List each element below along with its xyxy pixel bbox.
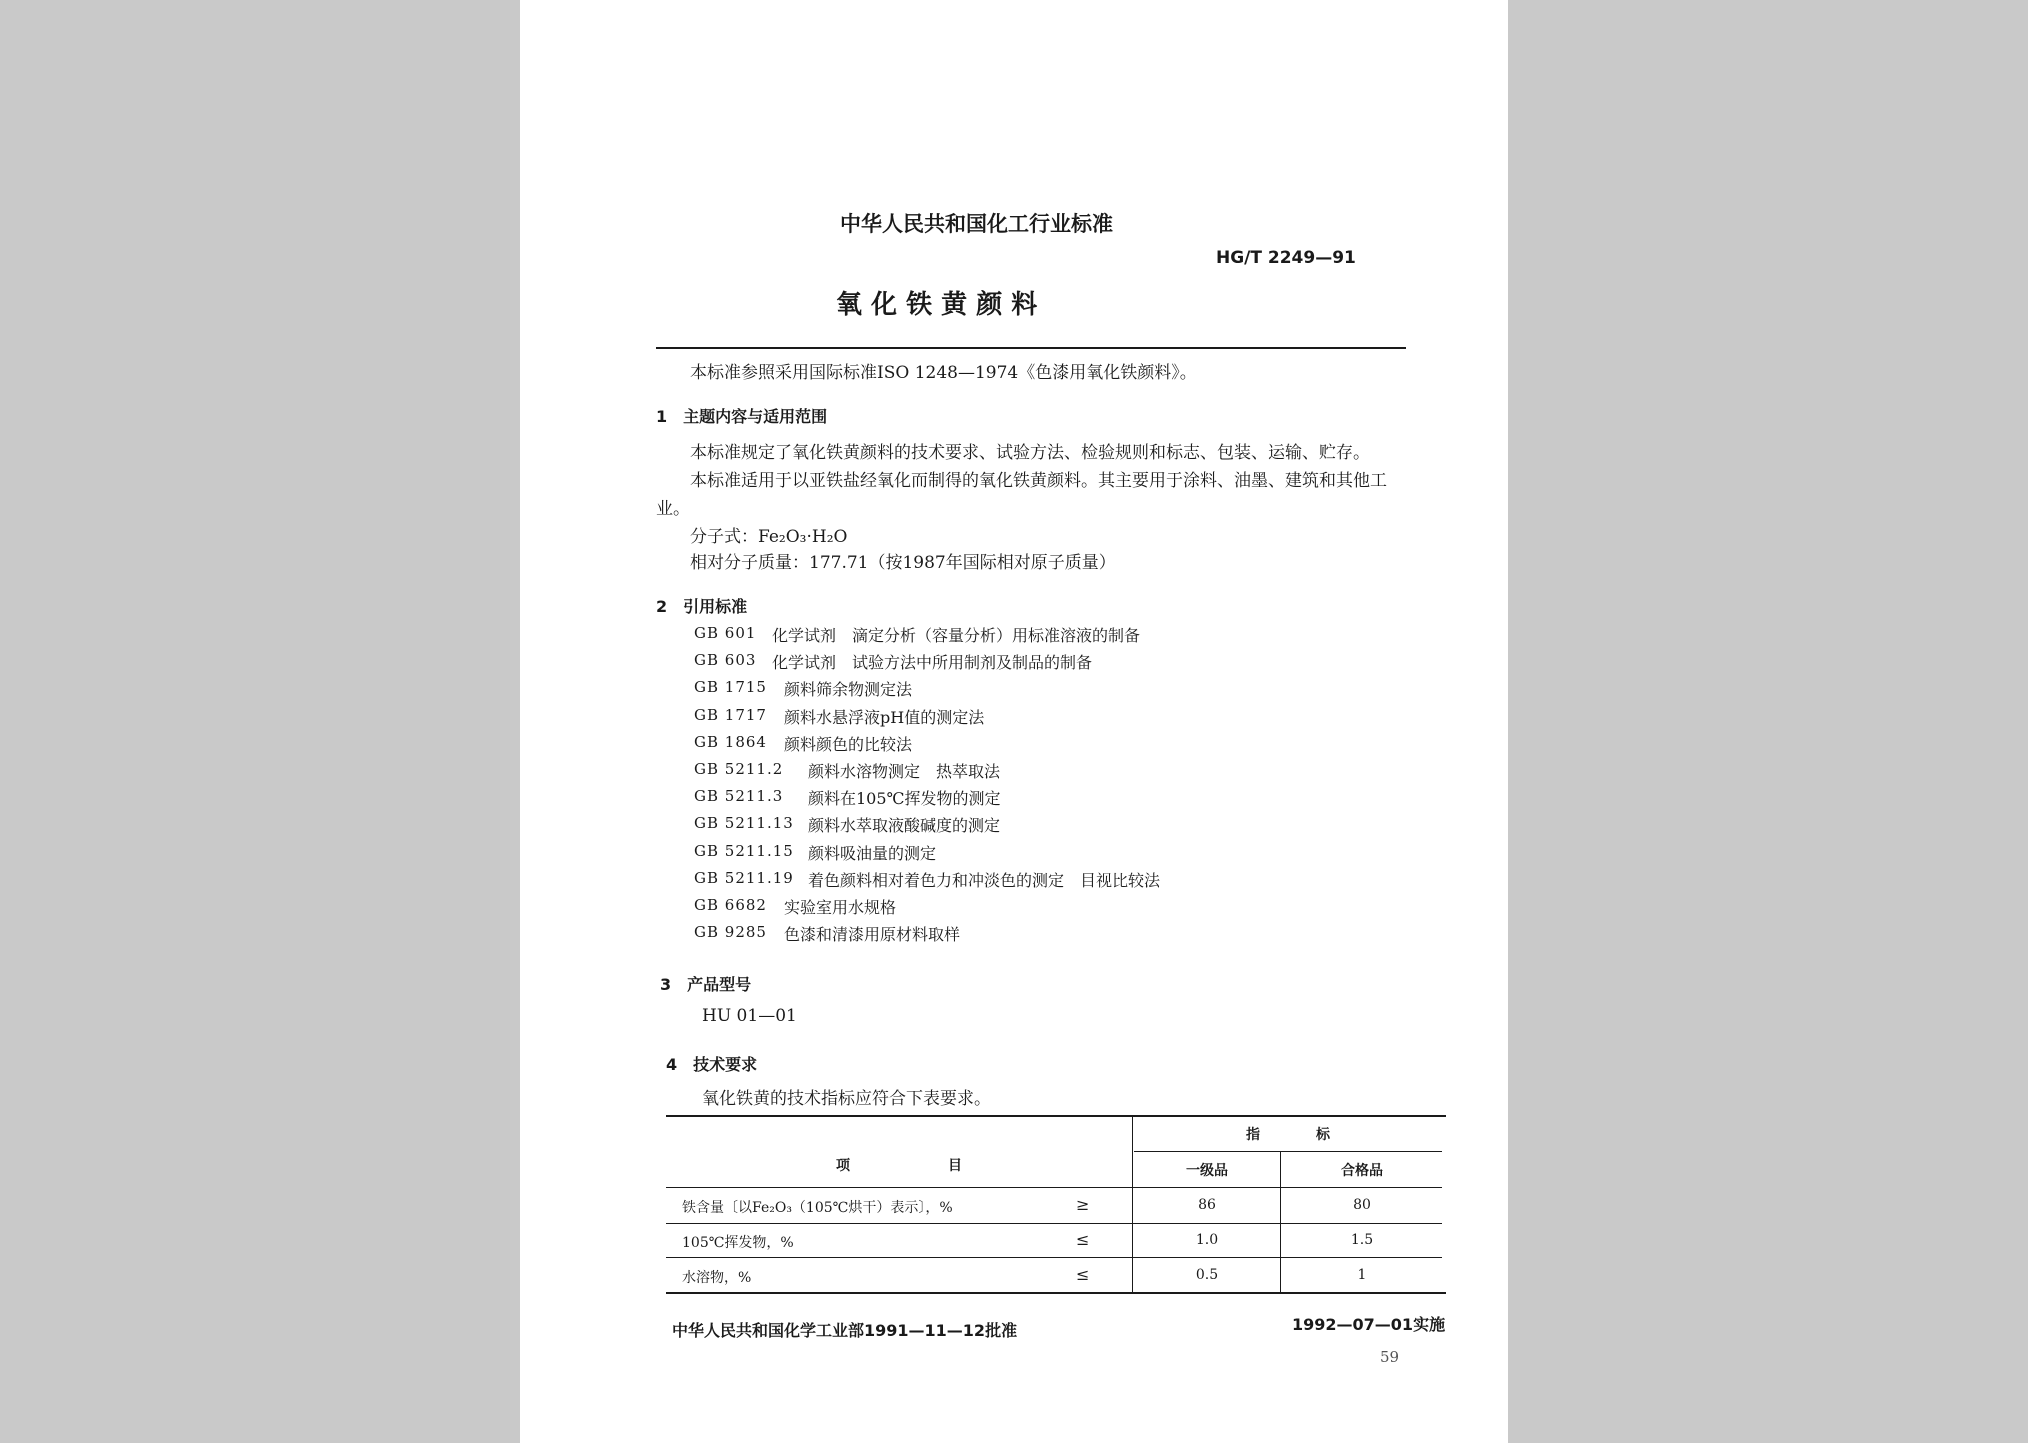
page-title: 氧 化 铁 黄 颜 料 (836, 290, 1038, 320)
reference-title: 颜料吸油量的测定 (808, 843, 937, 863)
reference-title: 颜料在105℃挥发物的测定 (808, 789, 1001, 809)
table-cell-grade2: 1 (1357, 1267, 1367, 1283)
section1-paragraph2-cont: 业。 (656, 499, 690, 519)
reference-title: 色漆和清漆用原材料取样 (784, 925, 961, 945)
table-cell-operator: ≤ (1076, 1265, 1090, 1284)
reference-code: GB 6682 (694, 896, 767, 914)
table-cell-operator: ≥ (1076, 1195, 1090, 1214)
table-subheader-rule (1134, 1151, 1442, 1152)
standard-code: HG/T 2249—91 (1216, 248, 1356, 268)
reference-title: 化学试剂 滴定分析（容量分析）用标准溶液的制备 (772, 626, 1141, 645)
intro-text: 本标准参照采用国际标准ISO 1248—1974《色漆用氧化铁颜料》。 (690, 363, 1197, 383)
reference-code: GB 1864 (694, 732, 767, 751)
section3-heading: 3 产品型号 (660, 975, 752, 994)
table-header-rule (666, 1187, 1442, 1188)
table-cell-grade1: 1.0 (1195, 1232, 1219, 1248)
reference-code: GB 5211.3 (694, 787, 784, 806)
reference-code: GB 1717 (694, 705, 767, 724)
reference-title: 颜料筛余物测定法 (784, 680, 913, 700)
section1-paragraph2: 本标准适用于以亚铁盐经氧化而制得的氧化铁黄颜料。其主要用于涂料、油墨、建筑和其他工 (690, 471, 1387, 491)
reference-title: 颜料水萃取液酸碱度的测定 (808, 816, 1001, 836)
issuer: 中华人民共和国化工行业标准 (840, 212, 1113, 236)
section4-heading: 4 技术要求 (666, 1055, 758, 1074)
reference-code: GB 601 (694, 624, 757, 642)
section2-heading: 2 引用标准 (656, 597, 748, 616)
table-cell-grade2: 80 (1353, 1197, 1371, 1213)
table-cell-item: 铁含量〔以Fe₂O₃（105℃烘干）表示〕，% (682, 1200, 953, 1216)
reference-title: 颜料水溶物测定 热萃取法 (808, 762, 1001, 781)
table-cell-item: 水溶物，% (682, 1270, 752, 1286)
table-cell-grade2: 1.5 (1350, 1232, 1374, 1248)
reference-title: 着色颜料相对着色力和冲淡色的测定 目视比较法 (808, 870, 1161, 890)
table-header-grade2: 合格品 (1341, 1163, 1383, 1179)
table-col-divider (1280, 1152, 1281, 1292)
reference-title: 化学试剂 试验方法中所用制剂及制品的制备 (772, 653, 1093, 673)
reference-title: 实验室用水规格 (784, 898, 897, 917)
section1-paragraph1: 本标准规定了氧化铁黄颜料的技术要求、试验方法、检验规则和标志、包装、运输、贮存。 (690, 443, 1370, 463)
reference-title: 颜料颜色的比较法 (784, 734, 913, 754)
reference-code: GB 5211.13 (694, 814, 794, 833)
table-header-index: 指 标 (1246, 1127, 1330, 1143)
approval-line: 中华人民共和国化学工业部1991—11—12批准 (672, 1321, 1018, 1340)
table-top-rule (666, 1115, 1446, 1117)
section4-intro: 氧化铁黄的技术指标应符合下表要求。 (702, 1089, 991, 1109)
table-cell-grade1: 0.5 (1195, 1267, 1219, 1283)
effective-date: 1992—07—01实施 (1292, 1315, 1446, 1334)
table-header-item: 项 目 (836, 1158, 962, 1174)
reference-code: GB 5211.2 (694, 760, 784, 778)
molecular-formula: 分子式：Fe₂O₃·H₂O (690, 527, 848, 547)
document-page (520, 0, 1508, 1443)
table-cell-grade1: 86 (1198, 1197, 1216, 1213)
table-header-grade1: 一级品 (1186, 1163, 1228, 1179)
reference-code: GB 1715 (694, 678, 767, 697)
reference-code: GB 603 (694, 651, 757, 670)
reference-code: GB 5211.19 (694, 868, 794, 887)
page-number: 59 (1380, 1348, 1400, 1366)
reference-title: 颜料水悬浮液pH值的测定法 (784, 707, 985, 727)
table-row-rule (666, 1257, 1442, 1258)
table-cell-item: 105℃挥发物，% (682, 1235, 794, 1251)
header-rule (656, 347, 1406, 349)
table-row-rule (666, 1223, 1442, 1224)
table-col-divider (1132, 1117, 1133, 1292)
molecular-mass: 相对分子质量：177.71（按1987年国际相对原子质量） (690, 553, 1116, 573)
table-cell-operator: ≤ (1076, 1230, 1090, 1249)
table-bottom-rule (666, 1292, 1446, 1294)
reference-code: GB 9285 (694, 923, 767, 942)
reference-code: GB 5211.15 (694, 841, 794, 860)
product-model: HU 01—01 (702, 1006, 797, 1026)
section1-heading: 1 主题内容与适用范围 (656, 407, 828, 426)
